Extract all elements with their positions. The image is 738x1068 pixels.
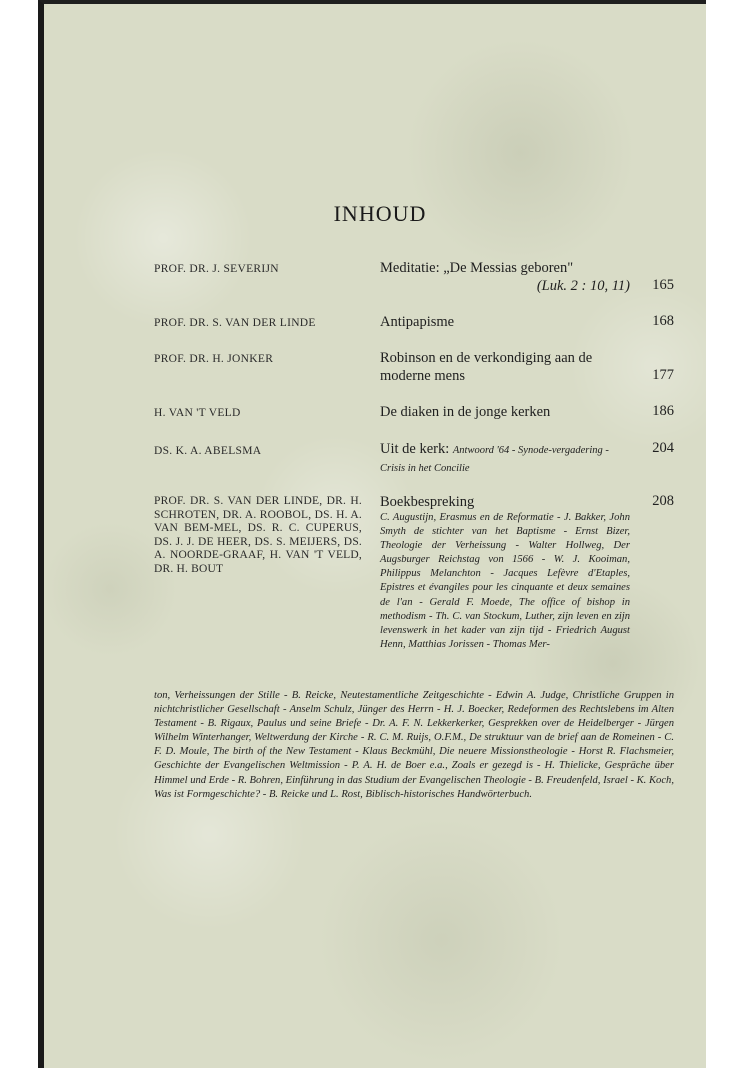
- entry-article-title: Uit de kerk:: [380, 441, 450, 457]
- entry-article: Robinson en de verkondiging aan de moderne mens: [380, 350, 593, 384]
- entry-article-subtitle: (Luk. 2 : 10, 11): [536, 278, 630, 294]
- entry-author: PROF. DR. H. JONKER: [154, 353, 274, 365]
- entry-article-title: Meditatie: „De Messias geboren": [380, 260, 574, 276]
- entry-page-number: 177: [652, 367, 674, 383]
- entry-author: H. VAN 'T VELD: [154, 407, 241, 419]
- entry-page-number: 186: [652, 403, 674, 419]
- entry-article: De diaken in de jonge kerken: [380, 404, 551, 420]
- review-heading: Boekbespreking: [380, 494, 475, 510]
- entry-page-number: 168: [652, 313, 674, 329]
- page-title: INHOUD: [333, 201, 427, 226]
- entry-author: PROF. DR. S. VAN DER LINDE: [154, 317, 316, 329]
- entry-page-number: 204: [652, 440, 674, 456]
- review-book-list: C. Augustijn, Erasmus en de Reformatie - J. Bakker, John Smyth de stichter van het Baptisme - Ernst Bizer, Theologie der Verheissung - Walter Hollweg, Der Augsburger Reichstag von 1566 - W. J. Kooiman, Philippus Melanchton - Jacques Lefèvre d'Etaples, Epistres et évangiles pour les cinquante et deux semaines de l'an - Gerald F. Moede, The office of bishop in methodism - Th. C. van Stockum, Luther, zijn leven en zijn levenswerk in het kader van zijn tijd - Friedrich August Henn, Matthias Jorissen - Thomas Mer-: [380, 512, 630, 650]
- entry-author: DS. K. A. ABELSMA: [154, 445, 262, 457]
- entry-page-number: 165: [652, 277, 674, 293]
- entry-article-detail: Antwoord '64 - Synode-vergadering - Crisis in het Concilie: [380, 445, 609, 474]
- review-authors: PROF. DR. S. VAN DER LINDE, DR. H. SCHROTEN, DR. A. ROOBOL, DS. H. A. VAN BEM-MEL, DS. R. C. CUPERUS, DS. J. J. DE HEER, DS. S. MEIJERS, DS. A. NOORDE-GRAAF, H. VAN 'T VELD, DR. H. BOUT: [154, 495, 362, 575]
- entry-article: Antipapisme: [380, 314, 455, 330]
- review-book-list-continued: ton, Verheissungen der Stille - B. Reicke, Neutestamentliche Zeitgeschichte - Edwin A. Judge, Christliche Gruppen in nichtchristlicher Gesellschaft - Anselm Schulz, Jünger des Herrn - H. J. Boecker, Redeformen des Rechtslebens im Alten Testament - B. Rigaux, Paulus und seine Briefe - Dr. A. F. N. Lekkerkerker, Gesprekken over de Heidelberger - Jürgen Wilhelm Winterhanger, Weltwerdung der Kirche - R. C. M. Ruijs, O.F.M., De struktuur van de brief aan de Romeinen - C. F. D. Moule, The birth of the New Testament - Klaus Beckmühl, Die neuere Missionstheologie - Horst R. Flachsmeier, Geschichte der Evangelischen Weltmission - P. A. H. de Boer e.a., Zoals er gezegd is - H. Thielicke, Gespräche über Himmel und Erde - R. Bohren, Einführung in das Studium der Evangelischen Theologie - B. Freudenfeld, Israel - K. Koch, Was ist Formgeschichte? - B. Reicke und L. Rost, Biblisch-historisches Handwörterbuch.: [154, 690, 674, 800]
- review-page-number: 208: [652, 493, 674, 509]
- document-page: [38, 0, 706, 1068]
- entry-article: [380, 259, 630, 295]
- review-block: [380, 493, 630, 652]
- entry-author: PROF. DR. J. SEVERIJN: [154, 263, 279, 275]
- entry-article: [380, 440, 630, 476]
